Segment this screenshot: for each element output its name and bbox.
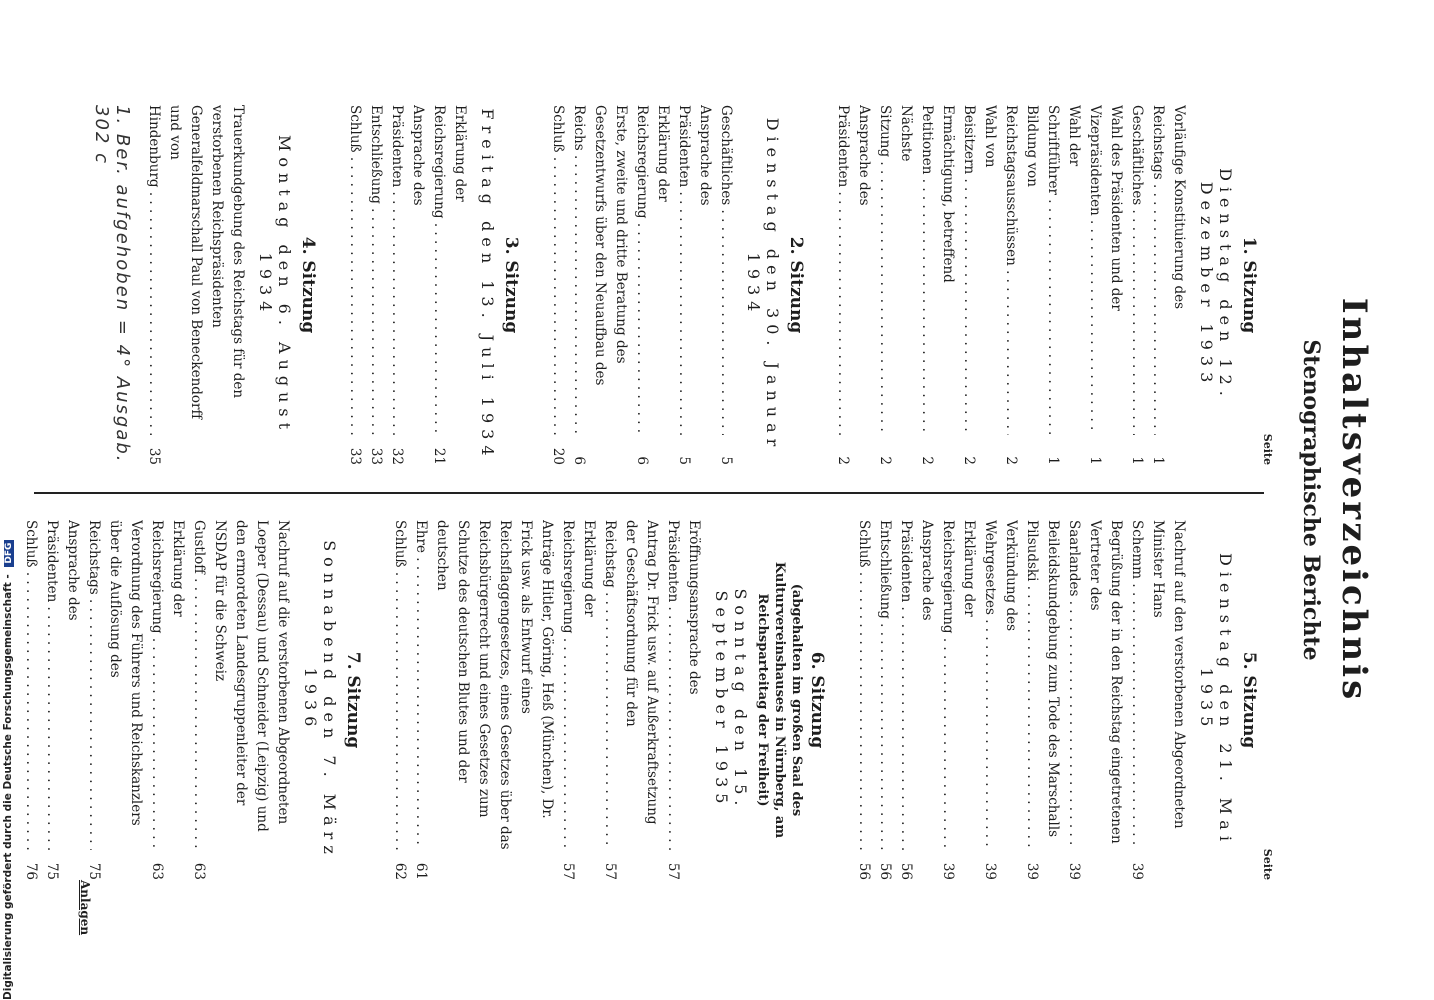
session-block (832, 105, 1259, 465)
toc-entry (874, 105, 916, 465)
toc-entry-page: 1 (1045, 456, 1061, 465)
toc-entry-text: Nachruf auf die verstorbenen Abgeordneten Loeper (Dessau) und Schneider (Leipzig) und den ermordeten Landesgruppenleiter der NSDAP für die Schweiz Gustloff . . . (188, 520, 293, 850)
toc-entry-page: 2 (1003, 456, 1019, 465)
toc-entry (979, 520, 1021, 880)
toc-entry-page: 76 (23, 862, 39, 880)
toc-entry-page: 21 (431, 447, 447, 465)
toc-entry (599, 520, 662, 880)
toc-entry-text: Schluß . . . (344, 105, 365, 435)
toc-entry-page: 1 (1150, 456, 1166, 465)
toc-entry-page: 6 (634, 456, 650, 465)
toc-entry (832, 105, 874, 465)
toc-entry-text: Entschließung . . . (365, 105, 386, 435)
toc-entry (916, 105, 958, 465)
toc-entry (1021, 520, 1063, 880)
session-block (853, 520, 1259, 880)
toc-entry-text: Begrüßung der in den Reichstag eingetretenen Vertreter des Saarlandes . . . (1063, 520, 1126, 850)
toc-entry-text: Erste, zweite und dritte Beratung des Gesetzentwurfs über den Neuaufbau des Reichs . . . (568, 105, 631, 435)
toc-entry (20, 520, 41, 880)
toc-entry-text: Geschäftliches . . . (1126, 105, 1147, 435)
session-title: 7. Sitzung (343, 651, 363, 749)
toc-entry-page: 57 (665, 862, 681, 880)
toc-entry-text: Nächste Sitzung . . . (874, 105, 916, 435)
session-date: Sonnabend den 7. März 1936 (301, 540, 339, 860)
toc-entry-page: 39 (1129, 862, 1145, 880)
session-title: 3. Sitzung (501, 236, 521, 334)
toc-entry (662, 520, 704, 880)
toc-entry-page: 2 (835, 456, 851, 465)
toc-entry (715, 105, 736, 465)
toc-entry-text: Eröffnungsansprache des Präsidenten . . . (662, 520, 704, 850)
toc-entry-page: 33 (368, 447, 384, 465)
toc-entry-text: Beileidskundgebung zum Tode des Marschalls Pilsudski . . . (1021, 520, 1063, 850)
session-title: 5. Sitzung (1239, 651, 1259, 749)
toc-entry (1063, 520, 1126, 880)
toc-entry-text: Entschließung . . . (874, 520, 895, 850)
session-block (20, 520, 363, 880)
toc-entry-text: Verordnung des Führers und Reichskanzlers über die Auflösung des Reichstags . . . (83, 520, 146, 850)
toc-entry (895, 520, 937, 880)
session-date: Dienstag den 12. Dezember 1933 (1197, 168, 1235, 402)
toc-entry-page: 2 (877, 456, 893, 465)
toc-entry-text: Wahl des Präsidenten und der Vizepräsidenten . . . (1084, 105, 1126, 435)
left-column (65, 105, 1274, 465)
toc-entry-text: Ansprache des Präsidenten . . . (41, 520, 83, 850)
toc-entry (547, 105, 568, 465)
toc-entry-page: 32 (389, 447, 405, 465)
page-title: Inhaltsverzeichnis (1334, 297, 1374, 703)
toc-entry (410, 520, 557, 880)
session-title: 1. Sitzung (1239, 236, 1259, 334)
toc-entry-page: 6 (571, 456, 587, 465)
session-title: 4. Sitzung (298, 236, 318, 334)
session-block (91, 105, 318, 465)
toc-entry-text: Geschäftliches . . . (715, 105, 736, 435)
toc-entry (958, 105, 1000, 465)
column-divider (34, 492, 1264, 494)
toc-entry (1000, 105, 1042, 465)
toc-entry (568, 105, 631, 465)
toc-entry-page: 39 (940, 862, 956, 880)
session-note: (abgehalten im großen Saal des Kulturvereinshauses in Nürnberg, am Reichsparteitag der Freiheit) (755, 561, 804, 839)
toc-entry (853, 520, 874, 880)
toc-entry-page: 39 (1066, 862, 1082, 880)
toc-entry-text: Antrag Dr. Frick usw. auf Außerkraftsetzung der Geschäftsordnung für den Reichstag . . . (599, 520, 662, 850)
toc-entry (41, 520, 83, 880)
toc-entry-text: Erklärung der Reichsregierung . . . (937, 520, 979, 850)
toc-entry (389, 520, 410, 880)
session-block (547, 105, 806, 465)
toc-entry-page: 2 (919, 456, 935, 465)
seite-label-right: Seite (1261, 848, 1274, 880)
toc-entry-page: 63 (191, 862, 207, 880)
handwritten-note: 1. Ber. aufgehoben = 4° Ausgab. 302 c (91, 105, 133, 464)
toc-entry-page: 35 (146, 447, 162, 465)
toc-entry-text: Erklärung der Reichsregierung . . . (557, 520, 599, 850)
toc-entry-text: Ansprache des Präsidenten . . . (673, 105, 715, 435)
toc-entry-text: Verkündung des Wehrgesetzes . . . (979, 520, 1021, 850)
toc-entry-text: Schluß . . . (853, 520, 874, 850)
toc-entry (146, 520, 188, 880)
toc-entry-text: Wahl der Schriftführer . . . (1042, 105, 1084, 435)
right-column (0, 520, 1274, 880)
page-subtitle: Stenographische Berichte (1298, 339, 1324, 661)
toc-entry-text: Erklärung der Reichsregierung . . . (146, 520, 188, 850)
toc-entry (631, 105, 673, 465)
toc-entry-text: Erklärung der Reichsregierung . . . (428, 105, 470, 435)
toc-entry-text: Bildung von Reichstagsausschüssen . . . (1000, 105, 1042, 435)
session-title: 6. Sitzung (807, 651, 827, 749)
toc-entry-text: Schluß . . . (389, 520, 410, 850)
toc-entry-page: 63 (149, 862, 165, 880)
toc-entry (386, 105, 428, 465)
toc-entry (143, 105, 248, 465)
toc-entry (1042, 105, 1084, 465)
session-block (389, 520, 827, 880)
toc-entry-text: Wahl von Beisitzern . . . (958, 105, 1000, 435)
toc-entry-text: Schluß . . . (20, 520, 41, 850)
session-date: Sonntag den 15. September 1935 (712, 588, 750, 812)
toc-entry-page: 57 (602, 862, 618, 880)
toc-entry-page: 1 (1129, 456, 1145, 465)
toc-entry-page: 39 (1024, 862, 1040, 880)
dfg-logo: DFG (4, 540, 14, 567)
toc-entry (1126, 520, 1189, 880)
session-title: 2. Sitzung (786, 236, 806, 334)
toc-entry-text: Trauerkundgebung des Reichstags für den verstorbenen Reichspräsidenten Generalfeldmarschall Paul von Beneckendorff und von Hindenburg . . . (143, 105, 248, 435)
session-date: Dienstag den 21. Mai 1935 (1197, 553, 1235, 847)
toc-entry-text: Ermächtigung, betreffend Petitionen . . . (916, 105, 958, 435)
toc-entry (1084, 105, 1126, 465)
toc-entry (557, 520, 599, 880)
toc-entry-page: 5 (676, 456, 692, 465)
toc-entry-page: 33 (347, 447, 363, 465)
toc-entry-page: 2 (961, 456, 977, 465)
toc-entry-text: Schluß . . . (547, 105, 568, 435)
toc-entry (344, 105, 365, 465)
toc-entry-page: 61 (413, 862, 429, 880)
toc-entry (1147, 105, 1189, 465)
toc-entry-page: 62 (392, 862, 408, 880)
toc-entry-page: 1 (1087, 456, 1103, 465)
toc-entry-page: 20 (550, 447, 566, 465)
toc-entry-text: Ansprache des Präsidenten . . . (832, 105, 874, 435)
toc-entry-page: 56 (856, 862, 872, 880)
toc-entry-text: Ansprache des Präsidenten . . . (386, 105, 428, 435)
toc-entry (428, 105, 470, 465)
toc-entry-text: Ansprache des Präsidenten . . . (895, 520, 937, 850)
toc-entry (937, 520, 979, 880)
toc-entry-page: 56 (877, 862, 893, 880)
toc-entry-page: 56 (898, 862, 914, 880)
toc-entry (365, 105, 386, 465)
session-date: Montag den 6. August 1934 (256, 134, 294, 436)
toc-entry (188, 520, 293, 880)
toc-entry-text: Nachruf auf den verstorbenen Abgeordneten Minister Hans Schemm . . . (1126, 520, 1189, 850)
session-block (344, 105, 521, 465)
toc-entry-text: Anträge Hitler, Göring, Heß (München), Dr. Frick usw. als Entwurf eines Reichsflaggengesetzes, eines Gesetzes über das Reichsbürgerrecht und eines Gesetzes zum Schutze des deutschen Blutes und der deutschen Ehre . . . (410, 520, 557, 850)
toc-entry (673, 105, 715, 465)
footer-credit (2, 0, 18, 1000)
toc-entry-page: 39 (982, 862, 998, 880)
toc-entry (874, 520, 895, 880)
toc-entry (83, 520, 146, 880)
toc-entry-text: Vorläufige Konstituierung des Reichstags . . . (1147, 105, 1189, 435)
session-date: Dienstag den 30. Januar 1934 (744, 117, 782, 453)
footer-text: Digitalisierung gefördert durch die Deutsche Forschungsgemeinschaft - (2, 574, 14, 1000)
toc-entry (1126, 105, 1147, 465)
toc-entry-text: Erklärung der Reichsregierung . . . (631, 105, 673, 435)
toc-entry-page: 75 (44, 862, 60, 880)
toc-entry-page: 5 (718, 456, 734, 465)
anlagen-label: Anlagen (78, 880, 92, 936)
seite-label-left: Seite (1261, 433, 1274, 465)
session-date: Freitag den 13. Juli 1934 (478, 108, 497, 462)
toc-entry-page: 75 (86, 862, 102, 880)
toc-entry-page: 57 (560, 862, 576, 880)
